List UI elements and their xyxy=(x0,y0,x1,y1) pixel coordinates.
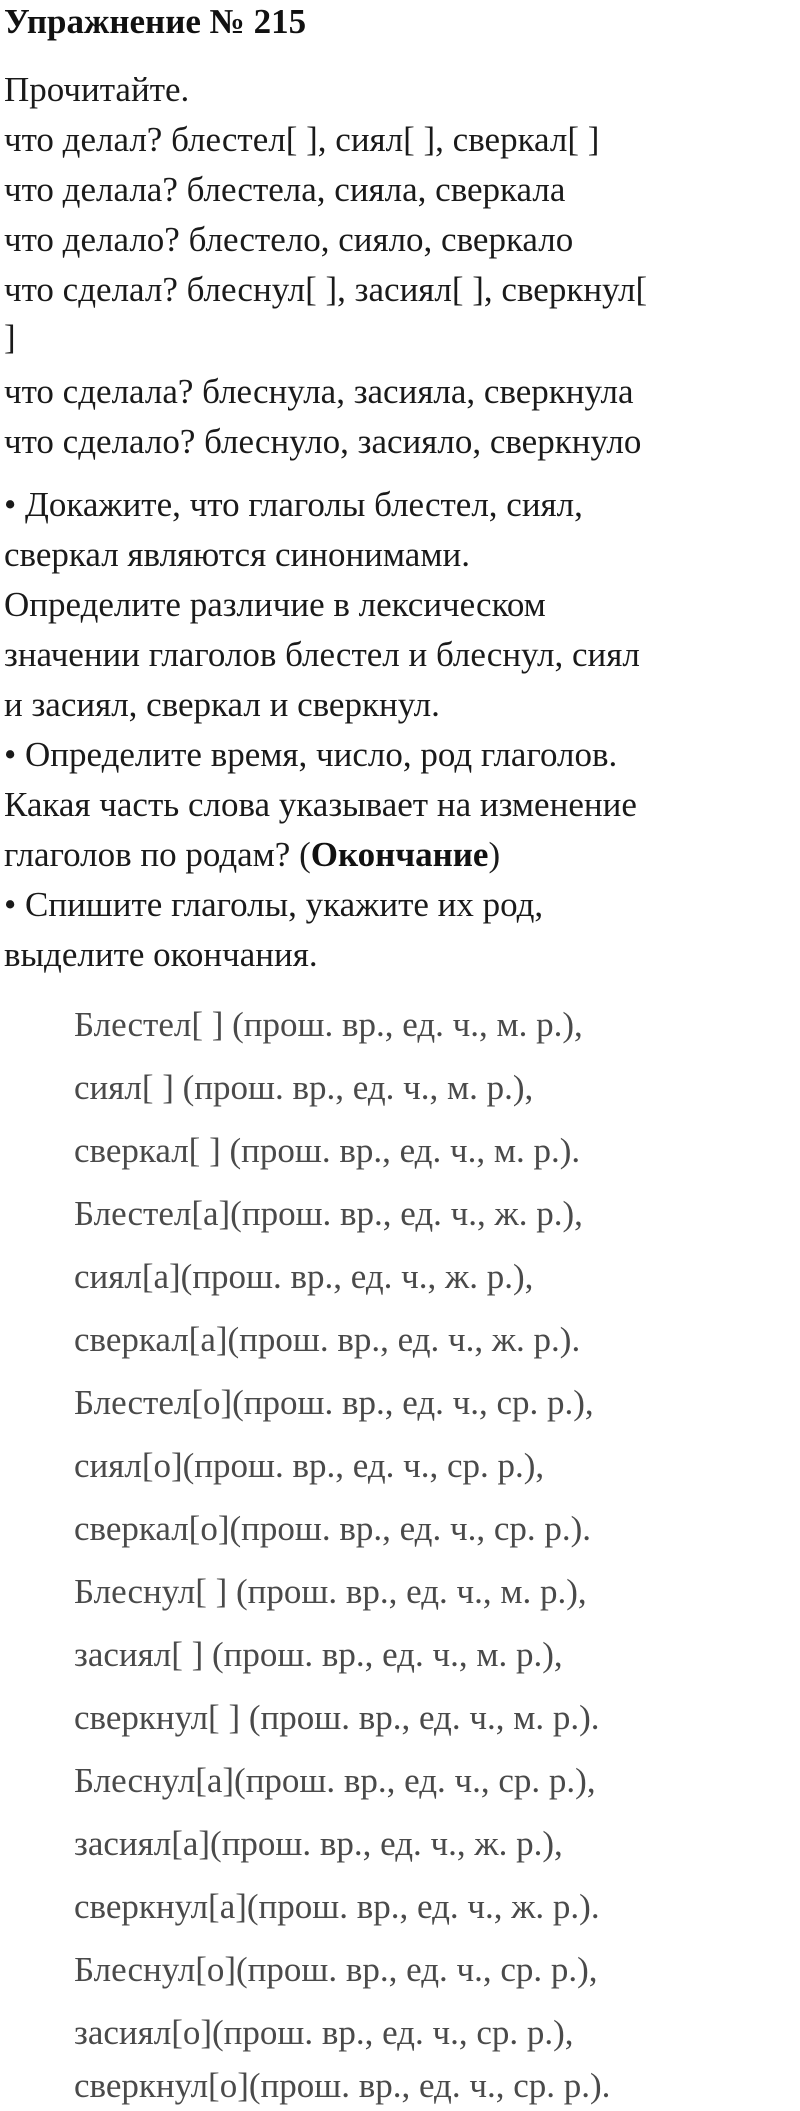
reading-line: что делал? блестел[ ], сиял[ ], сверкал[ ] xyxy=(4,120,600,159)
task-line: и засиял, сверкал и сверкнул. xyxy=(4,685,440,724)
reading-line: что сделало? блеснуло, засияло, сверкнуло xyxy=(4,422,642,461)
instruction-text: Прочитайте. xyxy=(4,70,190,109)
answer-line: сверкнул[о](прош. вр., ед. ч., ср. р.). xyxy=(74,2066,611,2105)
answer-line: сиял[ ] (прош. вр., ед. ч., м. р.), xyxy=(74,1068,534,1107)
answer-line: сиял[а](прош. вр., ед. ч., ж. р.), xyxy=(74,1257,534,1296)
task-text: глаголов по родам? ( xyxy=(4,835,311,874)
task-line: Определите различие в лексическом xyxy=(4,585,546,624)
answer-line: Блеснул[о](прош. вр., ед. ч., ср. р.), xyxy=(74,1950,598,1989)
answer-line: сверкал[ ] (прош. вр., ед. ч., м. р.). xyxy=(74,1131,581,1170)
answer-line: засиял[а](прош. вр., ед. ч., ж. р.), xyxy=(74,1824,563,1863)
task-line: • Определите время, число, род глаголов. xyxy=(4,735,618,774)
reading-line: что делало? блестело, сияло, сверкало xyxy=(4,220,574,259)
task-text: ) xyxy=(488,835,501,874)
reading-line: что сделал? блеснул[ ], засиял[ ], сверкнул[ xyxy=(4,270,648,309)
answer-line: Блестел[ ] (прош. вр., ед. ч., м. р.), xyxy=(74,1005,583,1044)
reading-line: что делала? блестела, сияла, сверкала xyxy=(4,170,566,209)
task-line: • Докажите, что глаголы блестел, сиял, xyxy=(4,485,583,524)
task-line: • Спишите глаголы, укажите их род, xyxy=(4,885,544,924)
task-line: значении глаголов блестел и блеснул, сиял xyxy=(4,635,640,674)
exercise-title: Упражнение № 215 xyxy=(4,2,307,41)
task-line: Какая часть слова указывает на изменение xyxy=(4,785,637,824)
reading-line: что сделала? блеснула, засияла, сверкнула xyxy=(4,372,634,411)
answer-line: сверкал[о](прош. вр., ед. ч., ср. р.). xyxy=(74,1509,592,1548)
reading-line: ] xyxy=(4,318,16,357)
task-line: выделите окончания. xyxy=(4,935,318,974)
task-line-answer-hint xyxy=(4,835,500,875)
answer-keyword: Окончание xyxy=(310,835,489,874)
answer-line: сверкнул[а](прош. вр., ед. ч., ж. р.). xyxy=(74,1887,600,1926)
answer-line: Блестел[а](прош. вр., ед. ч., ж. р.), xyxy=(74,1194,583,1233)
answer-line: сверкал[а](прош. вр., ед. ч., ж. р.). xyxy=(74,1320,581,1359)
answer-line: сверкнул[ ] (прош. вр., ед. ч., м. р.). xyxy=(74,1698,600,1737)
answer-line: засиял[ ] (прош. вр., ед. ч., м. р.), xyxy=(74,1635,563,1674)
answer-line: Блестел[о](прош. вр., ед. ч., ср. р.), xyxy=(74,1383,594,1422)
task-line: сверкал являются синонимами. xyxy=(4,535,470,574)
answer-line: Блеснул[ ] (прош. вр., ед. ч., м. р.), xyxy=(74,1572,587,1611)
answer-line: засиял[о](прош. вр., ед. ч., ср. р.), xyxy=(74,2013,574,2052)
answer-line: Блеснул[а](прош. вр., ед. ч., ср. р.), xyxy=(74,1761,596,1800)
answer-line: сиял[о](прош. вр., ед. ч., ср. р.), xyxy=(74,1446,545,1485)
